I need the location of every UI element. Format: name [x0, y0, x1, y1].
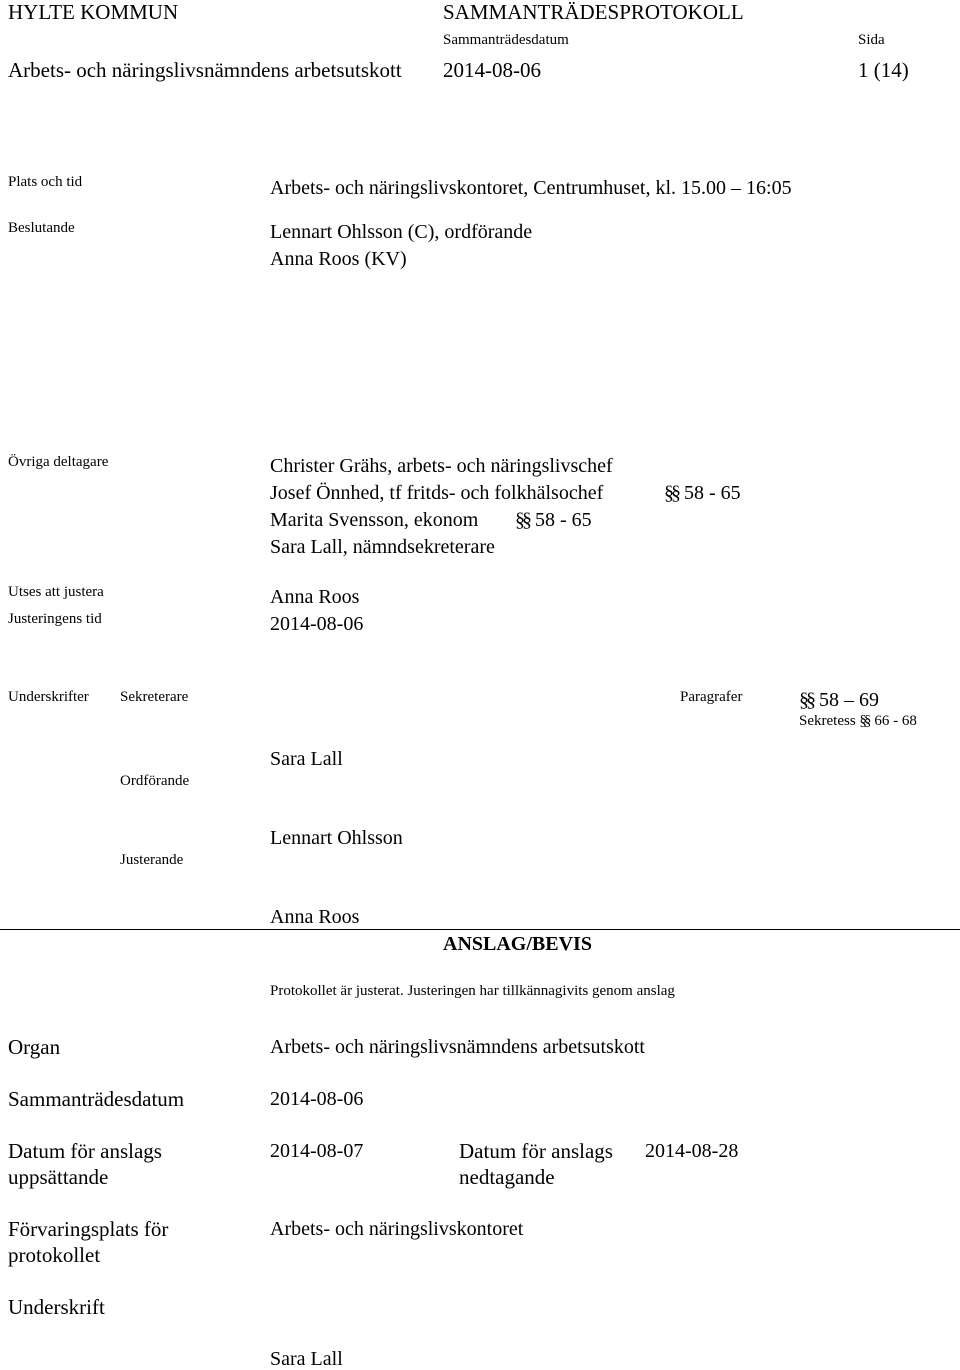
adjuster-name: Anna Roos — [270, 586, 360, 608]
adjusting-label: Justerande — [120, 852, 184, 868]
paragraph-range-value: 58 – 69 — [819, 689, 879, 711]
paragraph-sign-icon: §§ — [515, 509, 529, 531]
committee-name: Arbets- och näringslivsnämndens arbetsutskott — [8, 58, 402, 82]
secretary-name: Sara Lall — [270, 748, 343, 770]
signatures-label: Underskrifter — [8, 689, 89, 705]
other-participant: Marita Svensson, ekonom — [270, 509, 479, 531]
organ-value: Arbets- och näringslivsnämndens arbetsutskott — [270, 1036, 645, 1058]
other-participant: Josef Önnhed, tf fritds- och folkhälsochef — [270, 482, 604, 504]
chair-label: Ordförande — [120, 773, 190, 789]
meeting-date-label: Sammanträdesdatum — [443, 32, 569, 48]
other-participant: Christer Grähs, arbets- och näringslivschef — [270, 455, 613, 477]
secrecy-range: 66 - 68 — [874, 713, 917, 729]
posted-date: 2014-08-07 — [270, 1140, 364, 1162]
adjuster-label: Utses att justera — [8, 584, 104, 600]
removed-date-label-cont: nedtagande — [459, 1165, 555, 1189]
secrecy-paragraphs — [799, 714, 917, 729]
page-number: 1 (14) — [858, 58, 909, 82]
organization-name: HYLTE KOMMUN — [8, 0, 179, 24]
notice-date: 2014-08-06 — [270, 1088, 364, 1110]
paragraph-sign-icon: §§ — [799, 689, 813, 711]
place-and-time-label: Plats och tid — [8, 174, 83, 190]
participant-paragraph-range: 58 - 65 — [684, 482, 741, 504]
notice-title: ANSLAG/BEVIS — [443, 933, 592, 955]
place-and-time-value: Arbets- och näringslivskontoret, Centrumhuset, kl. 15.00 – 16:05 — [270, 177, 792, 199]
participant-paragraph-range: 58 - 65 — [535, 509, 592, 531]
removed-date-label: Datum för anslags — [459, 1139, 613, 1163]
deciding-member: Lennart Ohlsson (C), ordförande — [270, 221, 533, 243]
deciding-member: Anna Roos (KV) — [270, 248, 407, 270]
paragraph-range — [799, 690, 879, 710]
other-participants-label: Övriga deltagare — [8, 454, 109, 470]
organ-label: Organ — [8, 1035, 61, 1059]
participant-paragraphs — [515, 510, 592, 530]
storage-label-cont: protokollet — [8, 1243, 101, 1267]
adjustment-time: 2014-08-06 — [270, 613, 364, 635]
notice-statement: Protokollet är justerat. Justeringen har tillkännagivits genom anslag — [270, 983, 675, 999]
paragraph-sign-icon: §§ — [859, 713, 869, 729]
signature-name: Sara Lall — [270, 1348, 343, 1370]
posted-date-label: Datum för anslags — [8, 1139, 162, 1163]
adjusting-name: Anna Roos — [270, 906, 360, 928]
page-label: Sida — [858, 32, 885, 48]
signature-label: Underskrift — [8, 1295, 105, 1319]
storage-location: Arbets- och näringslivskontoret — [270, 1218, 524, 1240]
paragraphs-label: Paragrafer — [680, 689, 743, 705]
section-divider — [0, 929, 960, 930]
adjustment-time-label: Justeringens tid — [8, 611, 102, 627]
secretary-label: Sekreterare — [120, 689, 189, 705]
document-type: SAMMANTRÄDESPROTOKOLL — [443, 0, 744, 24]
deciding-members-label: Beslutande — [8, 220, 75, 236]
secrecy-label: Sekretess — [799, 713, 856, 729]
removed-date: 2014-08-28 — [645, 1140, 739, 1162]
paragraph-sign-icon: §§ — [664, 482, 678, 504]
chair-name: Lennart Ohlsson — [270, 827, 403, 849]
other-participant: Sara Lall, nämndsekreterare — [270, 536, 495, 558]
meeting-date: 2014-08-06 — [443, 58, 541, 82]
notice-date-label: Sammanträdesdatum — [8, 1087, 185, 1111]
posted-date-label-cont: uppsättande — [8, 1165, 109, 1189]
storage-label: Förvaringsplats för — [8, 1217, 169, 1241]
participant-paragraphs — [664, 483, 741, 503]
